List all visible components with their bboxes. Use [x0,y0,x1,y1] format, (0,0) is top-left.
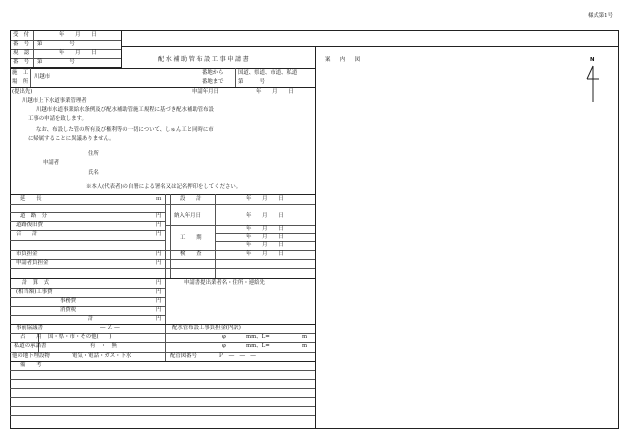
pipe-phi-1: φ [222,334,226,340]
receipt-label: 受 付 [13,32,30,38]
apply-date-value: 年 月 日 [256,89,294,95]
buried-label: 他の地下埋設物 [12,353,50,359]
form-title: 配水補助管布設工事申請書 [158,56,251,63]
period-end: 年 月 日 [246,242,284,248]
site-to: 番地まで [202,79,224,85]
site-city: 川越市 [34,74,51,80]
inspection-label: 検 査 [180,251,202,257]
row-applicant-share-label: 申請者負担金 [16,260,49,266]
verify-no: 第 号 [37,59,75,65]
contractor-heading: 申請書提出業者名・住所・連絡先 [184,280,265,286]
row-city-share-label: 市負担金 [16,251,38,257]
map-divider [315,46,316,429]
pipe-phi-2: φ [222,343,226,349]
payment-date-label: 納入年月日 [174,213,201,219]
design-label: 設 計 [180,196,202,202]
inspection-value: 年 月 日 [246,251,284,257]
remarks-label: 備 考 [20,362,42,368]
pipe-mm-1: mm、L= [246,334,270,340]
verify-date: 年 月 日 [59,50,97,56]
receipt-box [10,30,122,68]
row-formula-label: 計 算 式 [22,280,49,286]
applicant-label: 申請者 [43,160,60,166]
row-applicant-share-unit: 円 [156,260,162,266]
name-label: 氏名 [88,170,99,176]
row-length-label: 延 長 [20,196,42,202]
agreement-label: 事前協議書 [16,325,43,331]
road-number: 第 号 [238,79,265,85]
design-value: 年 月 日 [246,196,284,202]
site-label-2: 場 所 [12,79,29,85]
buried-value: 電気・電話・ガス・下水 [72,353,132,359]
receipt-date: 年 月 日 [59,32,97,38]
signature-note: ※本人(代表者)の自署による署名又は記名押印をしてください。 [86,184,242,190]
guide-map-title: 案 内 図 [325,57,362,63]
private-consent-value: 有 ・ 無 [90,343,117,349]
apply-date-label: 申請年月日 [192,89,219,95]
verify-label: 現 認 [13,50,30,56]
row-length-unit: ｍ [156,196,162,202]
row-road-unit: 円 [156,213,162,219]
pipe-mm-2: mm、L= [246,343,270,349]
site-label-1: 施 工 [12,70,29,76]
verify-no-label: 番 号 [13,59,30,65]
occupancy-value: 国・県・市・その他( ) [48,334,112,340]
drawing-no-label: 配管図番号 [170,353,197,359]
row-work-cost-unit: 円 [156,289,162,295]
row-city-share-unit: 円 [156,251,162,257]
north-label: N [590,57,595,63]
occupancy-label: 占 用 [20,334,42,340]
payment-date-value: 年 月 日 [246,213,284,219]
application-body-4: に帰属することに異議ありません。 [28,136,115,142]
drawing-no-value: Ｐ ― ― ― [218,353,256,359]
receipt-no: 第 号 [37,41,75,47]
pipe-m-1: m [302,334,308,340]
north-arrow-icon [584,64,602,104]
period-start: 年 月 日 [246,226,284,232]
row-admin-unit: 円 [156,298,162,304]
row-sum-unit: 円 [156,316,162,322]
cost-breakdown-heading: 配水管布設工事負担金(内訳) [172,325,241,331]
row-tax-label: 消費税 [60,307,77,313]
row-tax-unit: 円 [156,307,162,313]
row-total-label: 合 計 [16,231,38,237]
application-body-1: 川越市水道事業給水条例及び配水補助管施工規程に基づき配水補助管布設 [36,107,214,113]
period-mid: 年 月 日 [246,234,284,240]
row-work-cost-label: (相当額)工事費 [16,289,53,295]
address-label: 住所 [88,151,99,157]
application-body-2: 工事の申請を致します。 [28,116,87,122]
submitted-to: 川越市上下水道事業管理者 [22,98,87,104]
private-consent-label: 私道の承諾書 [14,343,47,349]
pipe-m-2: m [302,343,308,349]
row-formula-unit: 円 [156,280,162,286]
row-sum-label: 計 [88,316,94,322]
form-number: 様式第1号 [588,13,613,19]
submitted-to-label: (提出先) [12,89,33,95]
application-body-3: なお、布設した管の所有及び権利等の一切について、しゅん工と同時に市 [36,127,214,133]
row-road-label: 道 路 分 [20,213,47,219]
site-from: 番地から [202,70,224,76]
road-types: 国道、県道、市道、私道 [238,70,298,76]
receipt-no-label: 番 号 [13,41,30,47]
row-restore-unit: 円 [156,222,162,228]
row-restore-label: 道路復旧費 [16,222,43,228]
agreement-value: ― Ｚ ― [100,325,120,331]
row-admin-label: 事務費 [60,298,77,304]
row-total-unit: 円 [156,231,162,237]
period-label: 工 期 [180,235,202,241]
